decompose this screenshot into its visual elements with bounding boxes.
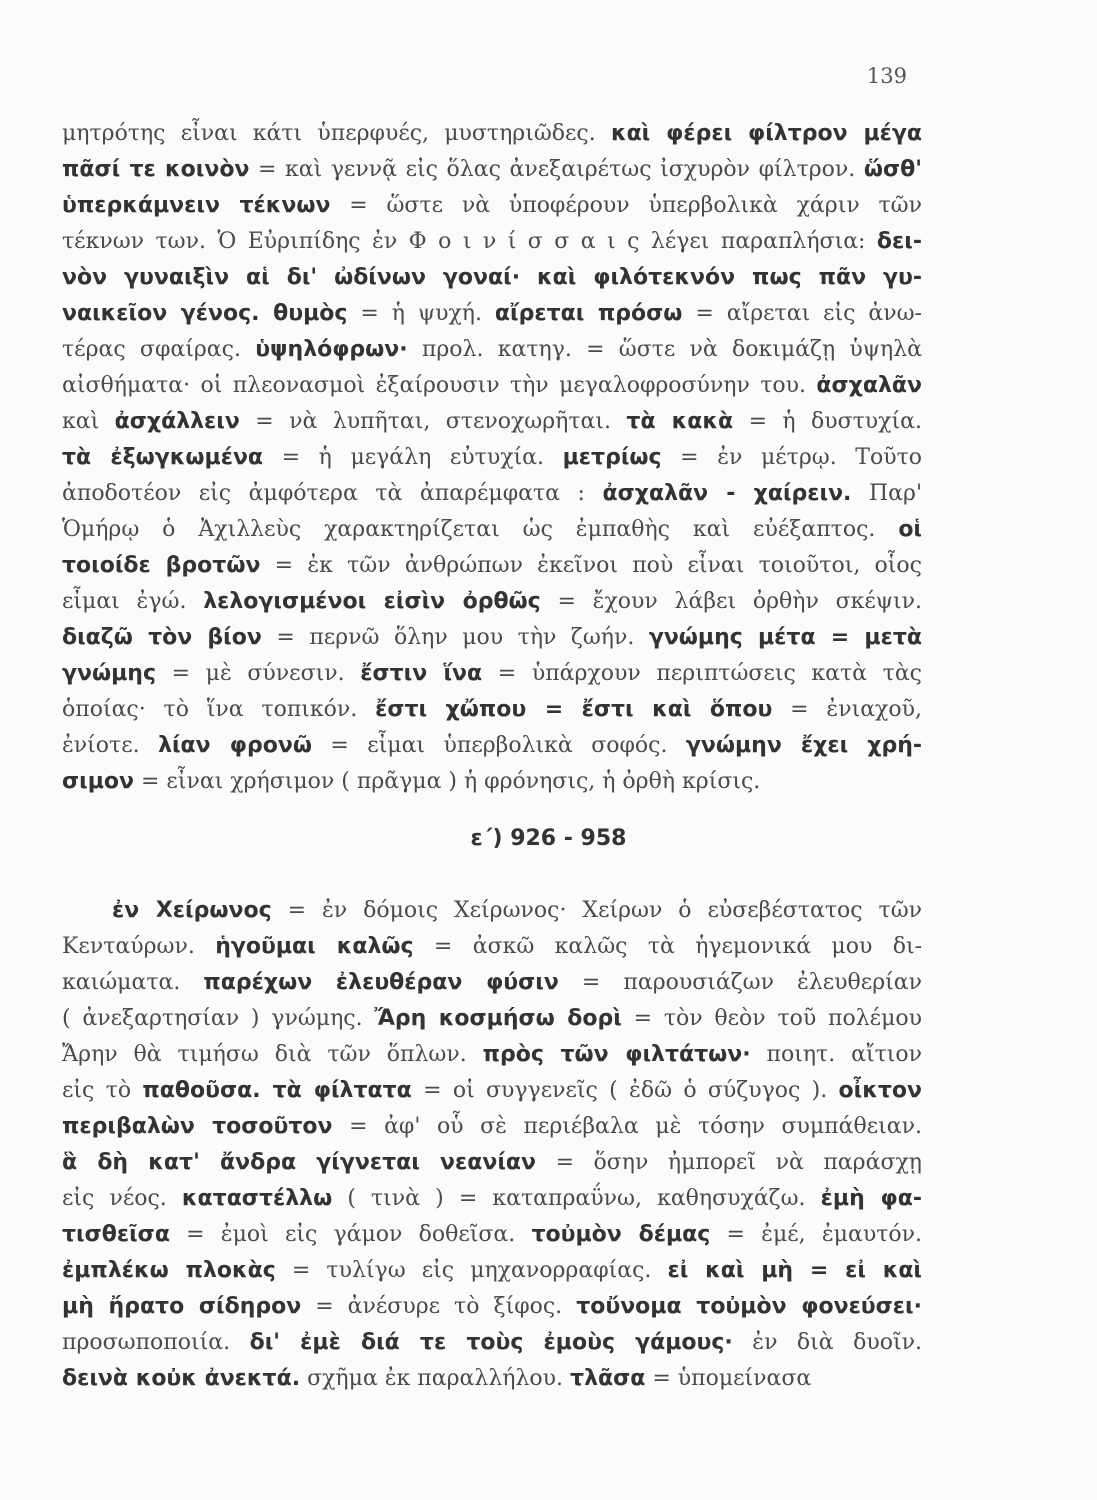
text-line <box>62 1325 922 1361</box>
gloss: = τυλίγω εἰς μηχανορραφίας. <box>275 1258 668 1283</box>
lemma: ὑψηλόφρων· <box>255 337 408 362</box>
gloss: εἶμαι ἐγώ. <box>62 589 204 614</box>
lemma: ἃ δὴ κατ' ἄνδρα γίγνεται νεανίαν <box>62 1150 537 1175</box>
gloss: τέρας σφαίρας. <box>62 337 256 362</box>
lemma: καταστέλλω <box>181 1186 333 1211</box>
gloss: = εἶναι χρήσιμον ( πρᾶγμα ) ἡ φρόνησις, ἡ ὀρθὴ κρίσις. <box>134 769 761 794</box>
lemma: οἶκτον <box>838 1078 922 1103</box>
lemma: δει- <box>876 229 922 254</box>
lemma: λελογισμένοι εἰσὶν ὀρθῶς <box>203 589 541 614</box>
gloss: ἐνίοτε. <box>62 733 159 758</box>
gloss: εἰς τὸ <box>62 1078 143 1103</box>
gloss: Παρ' <box>851 481 922 506</box>
gloss: ἐν διὰ δυοῖν. <box>732 1330 922 1355</box>
lemma: ἐμπλέκω πλοκὰς <box>62 1258 276 1283</box>
text-line <box>62 965 922 1001</box>
text-line <box>62 1145 922 1181</box>
gloss: τέκνων των. Ὁ Εὐριπίδης ἐν Φ ο ι ν ί σ σ α ι ς λέγει παραπλήσια: <box>62 229 877 254</box>
text-line <box>62 152 922 188</box>
gloss: Κενταύρων. <box>62 934 216 959</box>
text-line <box>62 1217 922 1253</box>
section-range: 926 - 958 <box>510 826 627 851</box>
text-line <box>62 368 922 404</box>
gloss: ( ἀνεξαρτησίαν ) γνώμης. <box>62 1006 375 1031</box>
lemma: ὥσθ' <box>863 157 922 182</box>
gloss: εἰς νέος. <box>62 1186 182 1211</box>
lemma: δεινὰ κοὐκ ἀνεκτά. <box>62 1366 301 1391</box>
gloss: = ἐν δόμοις Χείρωνος· Χείρων ὁ εὐσεβέστατος τῶν <box>271 898 923 923</box>
lemma: νὸν γυναιξὶν αἱ δι' ὠδίνων γοναί· καὶ φιλότεκνόν πως πᾶν γυ- <box>62 265 922 290</box>
lemma: σιμον <box>62 769 134 794</box>
text-line <box>62 1037 922 1073</box>
lemma: γνώμης <box>62 661 156 686</box>
commentary-paragraph-2 <box>62 893 922 1397</box>
lemma: γνώμης μέτα = μετὰ <box>648 625 922 650</box>
text-line <box>62 332 922 368</box>
lemma: λίαν φρονῶ <box>158 733 312 758</box>
lemma: ἐμὴ φα- <box>820 1186 922 1211</box>
gloss: προσωποποιία. <box>62 1330 250 1355</box>
text-line <box>62 584 922 620</box>
gloss: = ἡ μεγάλη εὐτυχία. <box>263 445 563 470</box>
section-label: ε΄) <box>470 826 503 851</box>
gloss: καὶ <box>62 409 115 434</box>
page-number: 139 <box>866 64 907 88</box>
text-line <box>62 1001 922 1037</box>
gloss: = ἡ δυστυχία. <box>733 409 922 434</box>
gloss: = τὸν θεὸν τοῦ πολέμου <box>621 1006 922 1031</box>
lemma: δι' ἐμὲ διά τε τοὺς ἐμοὺς γάμους· <box>249 1330 733 1355</box>
gloss: = ἐν μέτρῳ. Τοῦτο <box>661 445 923 470</box>
text-line <box>62 764 922 800</box>
text-line <box>62 476 922 512</box>
text-line <box>62 1361 922 1397</box>
lemma: οἱ <box>898 517 922 542</box>
gloss: Ὁμήρῳ ὁ Ἀχιλλεὺς χαρακτηρίζεται ὡς ἐμπαθὴς καὶ εὐέξαπτος. <box>62 517 899 542</box>
text-line <box>62 188 922 224</box>
lemma: μὴ ἤρατο σίδηρον <box>62 1294 302 1319</box>
gloss: ποιητ. αἴτιον <box>750 1042 923 1067</box>
gloss: = ἐκ τῶν ἀνθρώπων ἐκεῖνοι ποὺ εἶναι τοιοῦτοι, οἷος <box>260 553 922 578</box>
text-line <box>62 116 922 152</box>
gloss: = εἶμαι ὑπερβολικὰ σοφός. <box>311 733 686 758</box>
text-line <box>62 656 922 692</box>
lemma: ἡγοῦμαι καλῶς <box>215 934 414 959</box>
lemma: τισθεῖσα <box>62 1222 170 1247</box>
text-line <box>62 929 922 965</box>
lemma: τλᾶσα <box>570 1366 646 1391</box>
text-line <box>62 296 922 332</box>
gloss: = μὲ σύνεσιν. <box>155 661 361 686</box>
section-heading <box>0 826 1097 851</box>
lemma: τοὐμὸν δέμας <box>531 1222 711 1247</box>
gloss: = οἱ συγγενεῖς ( ἐδῶ ὁ σύζυγος ). <box>411 1078 839 1103</box>
gloss: ὁποίας· τὸ ἵνα τοπικόν. <box>62 697 376 722</box>
gloss: = ὅσην ἠμπορεῖ νὰ παράσχῃ <box>536 1150 922 1175</box>
lemma: ἐν Χείρωνος <box>112 898 272 923</box>
text-line <box>62 728 922 764</box>
gloss: αἰσθήματα· οἱ πλεονασμοὶ ἐξαίρουσιν τὴν μεγαλοφροσύνην του. <box>62 373 817 398</box>
gloss: = αἴρεται εἰς ἀνω- <box>682 301 922 326</box>
gloss: Ἄρην θὰ τιμήσω διὰ τῶν ὅπλων. <box>62 1042 483 1067</box>
lemma: ναικεῖον γένος. θυμὸς <box>62 301 348 326</box>
lemma: Ἄρη κοσμήσω δορὶ <box>374 1006 622 1031</box>
gloss: = ἔχουν λάβει ὀρθὴν σκέψιν. <box>540 589 922 614</box>
gloss: = ἀσκῶ καλῶς τὰ ἡγεμονικά μου δι- <box>413 934 923 959</box>
lemma: τοιοίδε βροτῶν <box>62 553 261 578</box>
lemma: πρὸς τῶν φιλτάτων· <box>482 1042 751 1067</box>
gloss: = ἐμοὶ εἰς γάμον δοθεῖσα. <box>169 1222 532 1247</box>
gloss: = ὥστε νὰ ὑποφέρουν ὑπερβολικὰ χάριν τῶν <box>330 193 922 218</box>
lemma: παρέχων ἐλευθέραν φύσιν <box>203 970 559 995</box>
gloss: ( τινὰ ) = καταπραΰνω, καθησυχάζω. <box>332 1186 821 1211</box>
gloss: καιώματα. <box>62 970 204 995</box>
lemma: τὰ κακὰ <box>626 409 734 434</box>
gloss: = ἐνιαχοῦ, <box>772 697 923 722</box>
lemma: τὰ ἐξωγκωμένα <box>62 445 264 470</box>
text-line <box>62 404 922 440</box>
lemma: καὶ φέρει φίλτρον μέγα <box>610 121 922 146</box>
lemma: ὑπερκάμνειν τέκνων <box>62 193 331 218</box>
text-line <box>62 1109 922 1145</box>
text-line <box>62 512 922 548</box>
lemma: παθοῦσα. τὰ φίλτατα <box>142 1078 412 1103</box>
lemma: διαζῶ τὸν βίον <box>62 625 262 650</box>
gloss: = καὶ γεννᾷ εἰς ὅλας ἀνεξαιρέτως ἰσχυρὸν φίλτρον. <box>249 157 864 182</box>
lemma: εἰ καὶ μὴ = εἰ καὶ <box>667 1258 923 1283</box>
text-line <box>62 1181 922 1217</box>
gloss: σχῆμα ἐκ παραλλήλου. <box>300 1366 571 1391</box>
gloss: = ἀφ' οὗ σὲ περιέβαλα μὲ τόσην συμπάθειαν. <box>332 1114 922 1139</box>
gloss: προλ. κατηγ. = ὥστε νὰ δοκιμάζῃ ὑψηλὰ <box>407 337 923 362</box>
commentary-paragraph-1 <box>62 116 922 800</box>
gloss: μητρότης εἶναι κάτι ὑπερφυές, μυστηριῶδες. <box>62 121 611 146</box>
text-line <box>62 692 922 728</box>
lemma: μετρίως <box>562 445 662 470</box>
text-line <box>62 548 922 584</box>
text-line <box>62 224 922 260</box>
lemma: ἀσχαλᾶν <box>816 373 922 398</box>
text-line <box>62 1289 922 1325</box>
lemma: ἔστι χὤπου = ἔστι καὶ ὅπου <box>375 697 773 722</box>
gloss: = νὰ λυπῆται, στενοχωρῆται. <box>239 409 627 434</box>
lemma: ἔστιν ἵνα <box>360 661 483 686</box>
gloss: = ἀνέσυρε τὸ ξίφος. <box>301 1294 577 1319</box>
gloss: = περνῶ ὅλην μου τὴν ζωήν. <box>261 625 649 650</box>
text-line <box>62 1253 922 1289</box>
text-line <box>62 440 922 476</box>
lemma: περιβαλὼν τοσοῦτον <box>62 1114 333 1139</box>
lemma: ἀσχάλλειν <box>114 409 240 434</box>
gloss: = ὑπάρχουν περιπτώσεις κατὰ τὰς <box>482 661 922 686</box>
text-line <box>62 1073 922 1109</box>
lemma: αἴρεται πρόσω <box>494 301 683 326</box>
text-line <box>62 893 922 929</box>
gloss: ἀποδοτέον εἰς ἀμφότερα τὰ ἀπαρέμφατα : <box>62 481 603 506</box>
gloss: = παρουσιάζων ἐλευθερίαν <box>558 970 922 995</box>
gloss: = ἐμέ, ἐμαυτόν. <box>710 1222 922 1247</box>
gloss: = ἡ ψυχή. <box>347 301 495 326</box>
text-line <box>62 620 922 656</box>
text-line <box>62 260 922 296</box>
lemma: γνώμην ἔχει χρή- <box>685 733 923 758</box>
lemma: τοὔνομα τοὐμὸν φονεύσει· <box>576 1294 922 1319</box>
lemma: ἀσχαλᾶν - χαίρειν. <box>602 481 852 506</box>
gloss: = ὑπομείνασα <box>645 1366 812 1391</box>
lemma: πᾶσί τε κοινὸν <box>62 157 250 182</box>
